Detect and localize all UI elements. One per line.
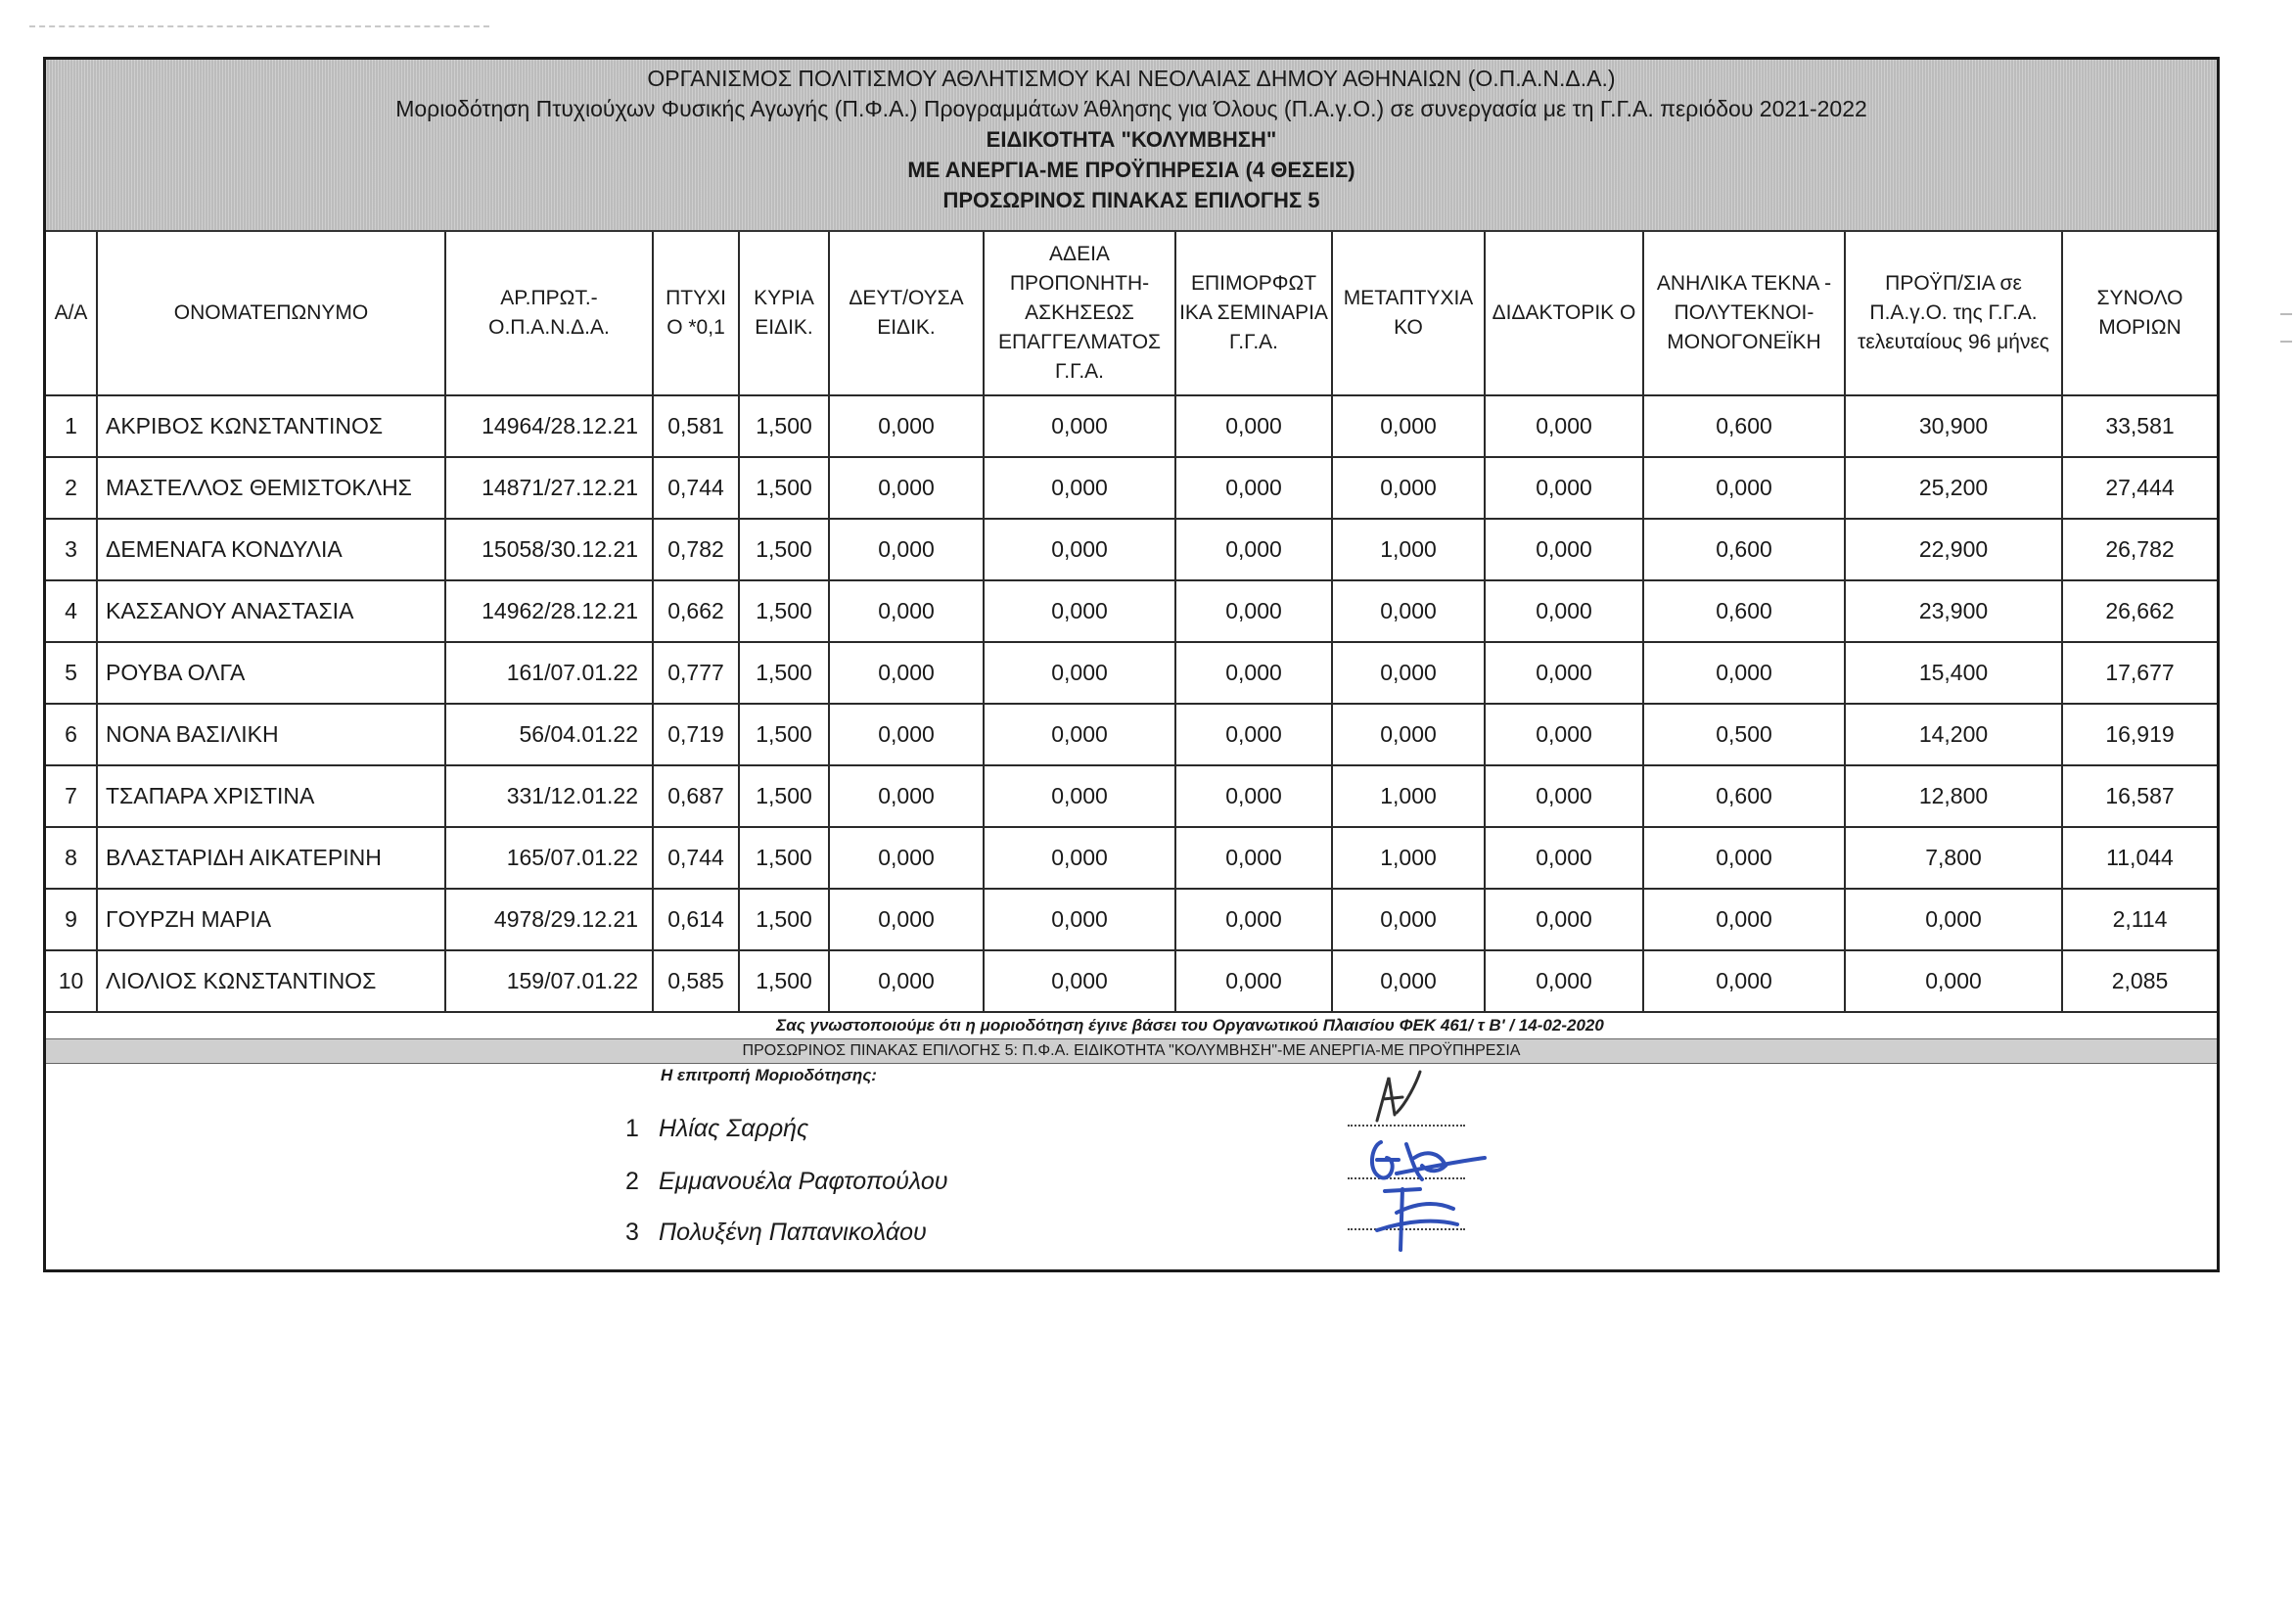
table-cell: 0,000 — [984, 704, 1175, 765]
table-cell: 0,000 — [984, 642, 1175, 704]
table-cell: 0,000 — [1485, 950, 1643, 1012]
table-cell: 22,900 — [1845, 519, 2062, 580]
column-header: ΚΥΡΙΑ ΕΙΔΙΚ. — [739, 232, 829, 395]
table-cell: 7 — [46, 765, 97, 827]
column-header: ΑΝΗΛΙΚΑ ΤΕΚΝΑ - ΠΟΛΥΤΕΚΝΟΙ-ΜΟΝΟΓΟΝΕΪΚΗ — [1643, 232, 1845, 395]
table-cell: 0,000 — [984, 395, 1175, 457]
table-cell: 1,500 — [739, 704, 829, 765]
scan-edge-mark — [2280, 313, 2292, 315]
scores-table — [46, 232, 2217, 1013]
table-cell: ΛΙΟΛΙΟΣ ΚΩΝΣΤΑΝΤΙΝΟΣ — [97, 950, 445, 1012]
committee-member — [625, 1115, 808, 1143]
table-cell: 165/07.01.22 — [445, 827, 653, 889]
table-cell: 0,000 — [984, 519, 1175, 580]
table-cell: 0,000 — [1845, 950, 2062, 1012]
table-cell: 2,114 — [2062, 889, 2217, 950]
document-frame — [43, 57, 2220, 1272]
table-cell: 1,500 — [739, 827, 829, 889]
scan-artifact-line — [29, 25, 489, 27]
table-cell: 0,000 — [829, 950, 984, 1012]
table-cell: 0,000 — [829, 704, 984, 765]
table-cell: 2 — [46, 457, 97, 519]
table-cell: 0,000 — [1175, 457, 1332, 519]
table-cell: 33,581 — [2062, 395, 2217, 457]
table-cell: 3 — [46, 519, 97, 580]
table-cell: 4 — [46, 580, 97, 642]
table-cell: 1,500 — [739, 395, 829, 457]
table-cell: 7,800 — [1845, 827, 2062, 889]
table-cell: 17,677 — [2062, 642, 2217, 704]
table-cell: 0,000 — [1643, 642, 1845, 704]
table-cell: 1,500 — [739, 889, 829, 950]
table-cell: 0,000 — [1485, 889, 1643, 950]
table-cell: 15,400 — [1845, 642, 2062, 704]
table-cell: 0,000 — [1643, 889, 1845, 950]
table-cell: ΒΛΑΣΤΑΡΙΔΗ ΑΙΚΑΤΕΡΙΝΗ — [97, 827, 445, 889]
table-cell: 9 — [46, 889, 97, 950]
table-cell: ΚΑΣΣΑΝΟΥ ΑΝΑΣΤΑΣΙΑ — [97, 580, 445, 642]
table-cell: 0,000 — [1485, 642, 1643, 704]
table-cell: 0,777 — [653, 642, 739, 704]
table-cell: 0,000 — [1485, 580, 1643, 642]
table-cell: ΔΕΜΕΝΑΓΑ ΚΟΝΔΥΛΙΑ — [97, 519, 445, 580]
table-cell: 0,000 — [1332, 580, 1485, 642]
table-cell: 12,800 — [1845, 765, 2062, 827]
legal-basis-note: Σας γνωστοποιούμε ότι η μοριοδότηση έγινε βάσει του Οργανωτικού Πλαισίου ΦΕΚ 461/ τ Β' / 14-02-2020 — [776, 1016, 1604, 1035]
table-cell: 1,500 — [739, 950, 829, 1012]
handwritten-signatures — [1338, 1064, 1553, 1289]
column-header: ΣΥΝΟΛΟ ΜΟΡΙΩΝ — [2062, 232, 2217, 395]
table-row — [46, 395, 2217, 457]
table-row — [46, 765, 2217, 827]
table-cell: 161/07.01.22 — [445, 642, 653, 704]
table-cell: 0,000 — [1175, 580, 1332, 642]
table-cell: 1,500 — [739, 642, 829, 704]
member-name: Πολυξένη Παπανικολάου — [659, 1219, 927, 1246]
table-cell: 14962/28.12.21 — [445, 580, 653, 642]
table-cell: 0,600 — [1643, 519, 1845, 580]
table-cell: 0,000 — [984, 580, 1175, 642]
table-row — [46, 457, 2217, 519]
table-cell: 0,662 — [653, 580, 739, 642]
table-cell: 0,000 — [1643, 950, 1845, 1012]
table-cell: 0,000 — [829, 827, 984, 889]
column-header: ΜΕΤΑΠΤΥΧΙΑ ΚΟ — [1332, 232, 1485, 395]
table-cell: 0,581 — [653, 395, 739, 457]
table-cell: 0,000 — [984, 950, 1175, 1012]
table-cell: 0,000 — [1175, 519, 1332, 580]
table-cell: 14,200 — [1845, 704, 2062, 765]
table-cell: 0,744 — [653, 827, 739, 889]
table-cell: 16,587 — [2062, 765, 2217, 827]
specialty-title: ΕΙΔΙΚΟΤΗΤΑ "ΚΟΛΥΜΒΗΣΗ" — [986, 127, 1277, 152]
column-header: ΠΤΥΧΙ Ο *0,1 — [653, 232, 739, 395]
table-cell: 0,585 — [653, 950, 739, 1012]
table-cell: 1,000 — [1332, 827, 1485, 889]
table-cell: 27,444 — [2062, 457, 2217, 519]
column-header: ΑΡ.ΠΡΩΤ.- Ο.Π.Α.Ν.Δ.Α. — [445, 232, 653, 395]
table-cell: 0,000 — [1175, 704, 1332, 765]
table-cell: 0,000 — [1643, 827, 1845, 889]
table-cell: 0,000 — [829, 889, 984, 950]
table-cell: ΓΟΥΡΖΗ ΜΑΡΙΑ — [97, 889, 445, 950]
table-cell: 1,000 — [1332, 765, 1485, 827]
table-cell: 0,000 — [1643, 457, 1845, 519]
table-cell: 14964/28.12.21 — [445, 395, 653, 457]
table-cell: 30,900 — [1845, 395, 2062, 457]
footer-bar: ΠΡΟΣΩΡΙΝΟΣ ΠΙΝΑΚΑΣ ΕΠΙΛΟΓΗΣ 5: Π.Φ.Α. ΕΙΔΙΚΟΤΗΤΑ "ΚΟΛΥΜΒΗΣΗ"-ΜΕ ΑΝΕΡΓΙΑ-ΜΕ ΠΡΟΫΠΗΡΕΣΙΑ — [46, 1038, 2217, 1064]
table-cell: ΤΣΑΠΑΡΑ ΧΡΙΣΤΙΝΑ — [97, 765, 445, 827]
member-number: 3 — [625, 1219, 639, 1246]
program-subtitle: Μοριοδότηση Πτυχιούχων Φυσικής Αγωγής (Π.Φ.Α.) Προγραμμάτων Άθλησης για Όλους (Π.Α.γ.Ο.) σε συνεργασία με τη Γ.Γ.Α. περιόδου 2021-2022 — [395, 96, 1867, 121]
table-cell: ΝΟΝΑ ΒΑΣΙΛΙΚΗ — [97, 704, 445, 765]
table-cell: 0,000 — [1332, 889, 1485, 950]
document-header — [46, 60, 2217, 232]
table-cell: 0,000 — [984, 827, 1175, 889]
table-cell: 23,900 — [1845, 580, 2062, 642]
table-cell: 2,085 — [2062, 950, 2217, 1012]
member-name: Εμμανουέλα Ραφτοπούλου — [659, 1168, 948, 1195]
table-cell: 5 — [46, 642, 97, 704]
table-cell: 0,000 — [1332, 950, 1485, 1012]
column-header: ΑΔΕΙΑ ΠΡΟΠΟΝΗΤΗ-ΑΣΚΗΣΕΩΣ ΕΠΑΓΓΕΛΜΑΤΟΣ Γ.Γ.Α. — [984, 232, 1175, 395]
table-cell: 0,000 — [1485, 395, 1643, 457]
table-cell: 0,719 — [653, 704, 739, 765]
table-cell: 0,000 — [1175, 395, 1332, 457]
table-cell: 0,000 — [1485, 519, 1643, 580]
category-title: ΜΕ ΑΝΕΡΓΙΑ-ΜΕ ΠΡΟΫΠΗΡΕΣΙΑ (4 ΘΕΣΕΙΣ) — [907, 158, 1355, 182]
table-row — [46, 642, 2217, 704]
column-header: ΔΕΥΤ/ΟΥΣΑ ΕΙΔΙΚ. — [829, 232, 984, 395]
table-title: ΠΡΟΣΩΡΙΝΟΣ ΠΙΝΑΚΑΣ ΕΠΙΛΟΓΗΣ 5 — [942, 188, 1320, 212]
table-row — [46, 519, 2217, 580]
table-cell: 331/12.01.22 — [445, 765, 653, 827]
table-row — [46, 704, 2217, 765]
table-cell: 15058/30.12.21 — [445, 519, 653, 580]
committee-section — [46, 1064, 2217, 1289]
scan-edge-mark — [2280, 341, 2292, 343]
table-cell: 0,000 — [1845, 889, 2062, 950]
table-cell: 1,500 — [739, 519, 829, 580]
table-cell: ΡΟΥΒΑ ΟΛΓΑ — [97, 642, 445, 704]
table-cell: 0,000 — [829, 457, 984, 519]
table-cell: 6 — [46, 704, 97, 765]
table-cell: 0,000 — [1332, 704, 1485, 765]
table-cell: 0,000 — [829, 765, 984, 827]
table-cell: 8 — [46, 827, 97, 889]
table-cell: 0,000 — [1332, 457, 1485, 519]
column-header: ΟΝΟΜΑΤΕΠΩΝΥΜΟ — [97, 232, 445, 395]
table-cell: 0,000 — [829, 395, 984, 457]
committee-title: Η επιτροπή Μοριοδότησης: — [661, 1066, 877, 1084]
column-header: ΔΙΔΑΚΤΟΡΙΚ Ο — [1485, 232, 1643, 395]
table-cell: 0,000 — [984, 457, 1175, 519]
table-cell: 0,000 — [1485, 765, 1643, 827]
table-row — [46, 827, 2217, 889]
column-header: Α/Α — [46, 232, 97, 395]
table-row — [46, 580, 2217, 642]
table-cell: 0,000 — [829, 580, 984, 642]
table-cell: 0,600 — [1643, 395, 1845, 457]
table-cell: 1 — [46, 395, 97, 457]
table-cell: 159/07.01.22 — [445, 950, 653, 1012]
table-cell: 0,000 — [829, 519, 984, 580]
column-header: ΠΡΟΫΠ/ΣΙΑ σε Π.Α.γ.Ο. της Γ.Γ.Α. τελευταίους 96 μήνες — [1845, 232, 2062, 395]
table-cell: 0,600 — [1643, 580, 1845, 642]
table-cell: 0,782 — [653, 519, 739, 580]
table-cell: 10 — [46, 950, 97, 1012]
table-cell: 0,000 — [1175, 642, 1332, 704]
organization-title: ΟΡΓΑΝΙΣΜΟΣ ΠΟΛΙΤΙΣΜΟΥ ΑΘΛΗΤΙΣΜΟΥ ΚΑΙ ΝΕΟΛΑΙΑΣ ΔΗΜΟΥ ΑΘΗΝΑΙΩΝ (Ο.Π.Α.Ν.Δ.Α.) — [647, 66, 1616, 91]
table-cell: 0,614 — [653, 889, 739, 950]
table-cell: 26,662 — [2062, 580, 2217, 642]
table-cell: ΜΑΣΤΕΛΛΟΣ ΘΕΜΙΣΤΟΚΛΗΣ — [97, 457, 445, 519]
table-cell: 0,000 — [1485, 457, 1643, 519]
member-number: 2 — [625, 1168, 639, 1195]
table-cell: 1,000 — [1332, 519, 1485, 580]
table-cell: 16,919 — [2062, 704, 2217, 765]
member-number: 1 — [625, 1115, 639, 1142]
table-cell: 0,000 — [1332, 642, 1485, 704]
table-cell: 1,500 — [739, 580, 829, 642]
table-header-row — [46, 232, 2217, 395]
table-cell: 0,000 — [1485, 827, 1643, 889]
table-cell: ΑΚΡΙΒΟΣ ΚΩΝΣΤΑΝΤΙΝΟΣ — [97, 395, 445, 457]
table-cell: 11,044 — [2062, 827, 2217, 889]
table-cell: 14871/27.12.21 — [445, 457, 653, 519]
table-cell: 1,500 — [739, 765, 829, 827]
member-name: Ηλίας Σαρρής — [659, 1115, 809, 1142]
table-cell: 26,782 — [2062, 519, 2217, 580]
table-cell: 0,000 — [1175, 889, 1332, 950]
committee-member — [625, 1219, 927, 1247]
table-cell: 25,200 — [1845, 457, 2062, 519]
column-header: ΕΠΙΜΟΡΦΩΤ ΙΚΑ ΣΕΜΙΝΑΡΙΑ Γ.Γ.Α. — [1175, 232, 1332, 395]
table-cell: 0,744 — [653, 457, 739, 519]
table-cell: 1,500 — [739, 457, 829, 519]
table-cell: 0,500 — [1643, 704, 1845, 765]
table-cell: 0,000 — [1175, 765, 1332, 827]
table-cell: 0,000 — [1175, 827, 1332, 889]
table-cell: 0,000 — [984, 765, 1175, 827]
table-cell: 0,687 — [653, 765, 739, 827]
table-cell: 56/04.01.22 — [445, 704, 653, 765]
table-cell: 0,000 — [984, 889, 1175, 950]
table-cell: 0,000 — [1485, 704, 1643, 765]
table-cell: 0,000 — [829, 642, 984, 704]
table-cell: 4978/29.12.21 — [445, 889, 653, 950]
table-cell: 0,000 — [1332, 395, 1485, 457]
table-cell: 0,000 — [1175, 950, 1332, 1012]
committee-member — [625, 1168, 948, 1196]
table-row — [46, 889, 2217, 950]
table-cell: 0,600 — [1643, 765, 1845, 827]
table-row — [46, 950, 2217, 1012]
